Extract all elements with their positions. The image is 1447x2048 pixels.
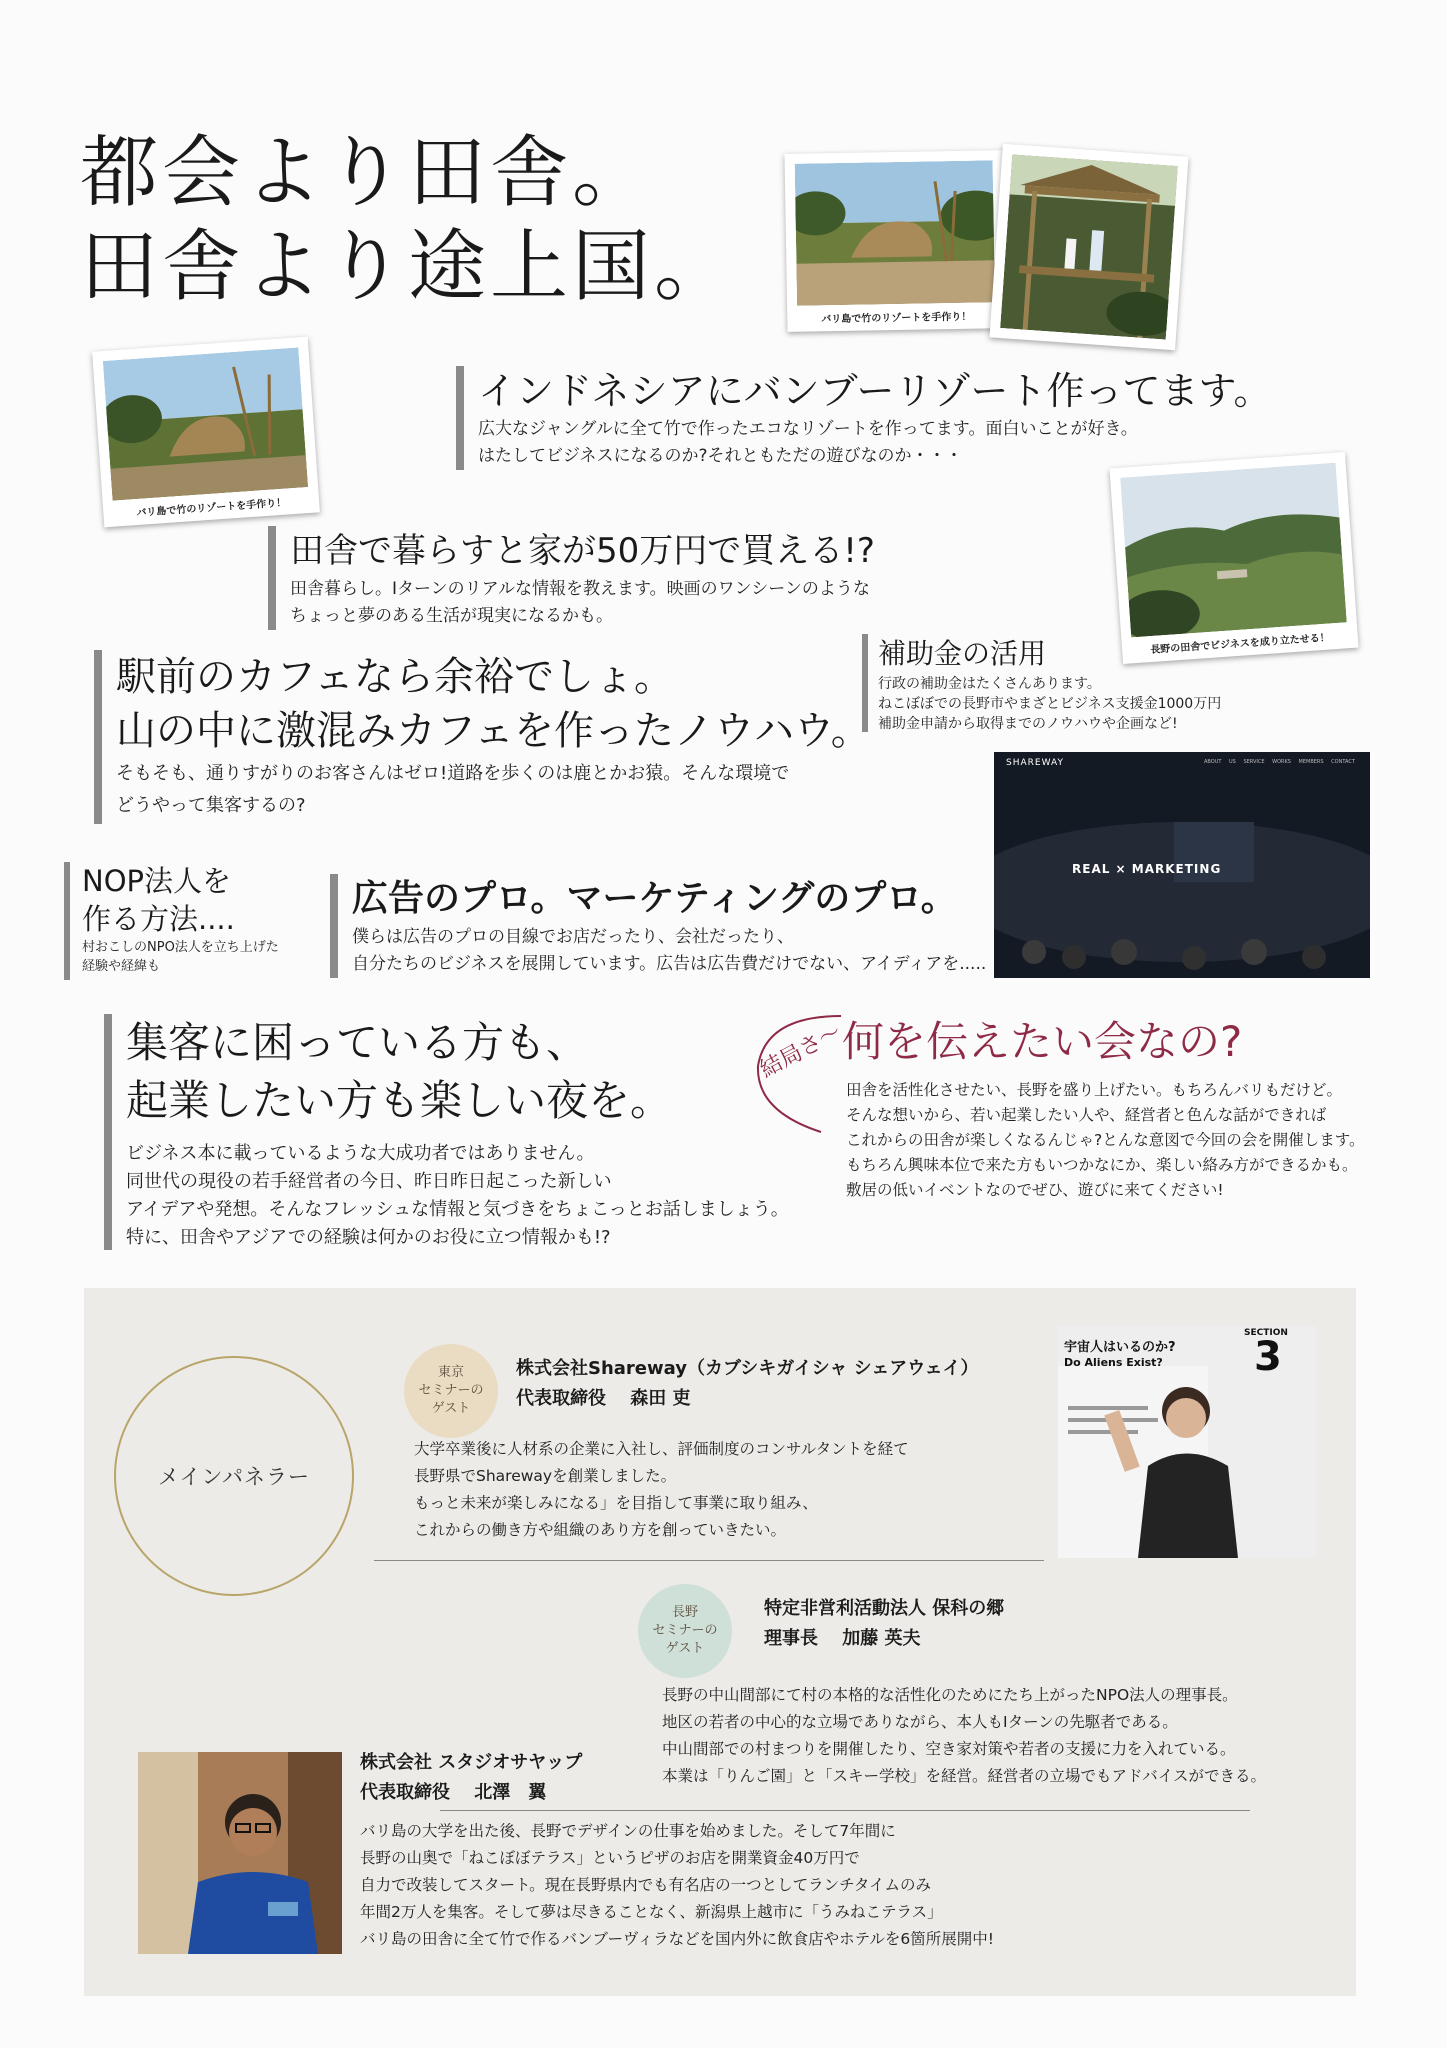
section-bamboo [456,366,1271,470]
tokyo-badge-line-3: ゲスト [431,1401,471,1416]
bio-line: 長野県でSharewayを創業しました。 [414,1467,677,1485]
bali-photo-top-caption: バリ島で竹のリゾートを手作り！ [821,311,972,326]
section-bar [94,650,102,824]
ad-body-1: 僕らは広告のプロの目線でお店だったり、会社だったり、 [352,927,794,947]
divider [440,1810,1250,1811]
section-bar [330,874,338,978]
guest-company: 特定非営利活動法人 保科の郷 [764,1598,1005,1619]
section-subsidy [862,634,1221,732]
bio-line: バリ島の田舎に全て竹で作るバンブーヴィラなどを国内外に飲食店やホテルを6箇所展開中! [360,1930,994,1948]
nagano-guest-badge [638,1584,732,1678]
bio-line: 地区の若者の中心的な立場でありながら、本人もIターンの先駆者である。 [662,1713,1178,1731]
ad-heading: 広告のプロ。マーケティングのプロ。 [352,878,957,919]
section-purpose [746,1006,1366,1236]
guest-sayap-bio [360,1818,994,1953]
guest-hoshina [764,1594,1004,1654]
bio-line: 長野の山奥で「ねこぼぼテラス」というピザのお店を開業資金40万円で [360,1849,860,1867]
sign-section-label: SECTION [1244,1328,1288,1338]
guest-company: 株式会社Shareway（カブシキガイシャ シェアウェイ） [516,1358,979,1379]
bali-photo-left-caption: バリ島で竹のリゾートを手作り！ [136,497,287,520]
bio-line: 大学卒業後に人材系の企業に入社し、評価制度のコンサルタントを経て [414,1440,909,1458]
nagano-badge-line-3: ゲスト [665,1641,705,1656]
night-body-3: アイデアや発想。そんなフレッシュな情報と気づきをちょこっとお話しましょう。 [126,1199,789,1220]
headline-line-1: 都会より田舎。 [80,128,655,218]
nagano-photo [1109,452,1358,664]
sign-section-number: 3 [1254,1334,1282,1380]
bio-line: もっと未来が楽しみになる」を目指して事業に取り組み、 [414,1494,818,1512]
section-house [268,526,875,630]
panelist-panel [84,1288,1356,1996]
guest-role: 理事長 加藤 英夫 [764,1628,921,1649]
purpose-body-2: そんな想いから、若い起業したい人や、経営者と色んな話ができれば [846,1106,1327,1124]
house-heading: 田舎で暮らすと家が50万円で買える!? [290,531,875,571]
purpose-body-1: 田舎を活性化させたい、長野を盛り上げたい。もちろんバリもだけど。 [846,1081,1343,1099]
divider [374,1560,1044,1561]
cafe-body-1: そもそも、通りすがりのお客さんはゼロ!道路を歩くのは鹿とかお猿。そんな環境で [116,763,790,784]
section-night [104,1014,789,1250]
tokyo-guest-badge [404,1344,498,1438]
main-panelist-title: メインパネラー [157,1465,311,1489]
nagano-badge-line-2: セミナーの [652,1623,718,1638]
section-cafe [94,650,871,824]
purpose-body-4: もちろん興味本位で来た方もいつかなにか、楽しい絡み方ができるかも。 [846,1156,1358,1174]
section-bar [104,1014,112,1250]
nagano-mountain-village-image [1120,463,1347,638]
npo-heading-2: 作る方法.... [82,902,235,936]
section-bar [456,366,464,470]
bio-line: 中山間部での村まつりを開催したり、空き家対策や若者の支援に力を入れている。 [662,1740,1236,1758]
headline-line-2: 田舎より途上国。 [80,222,737,312]
sign-subtitle: Do Aliens Exist? [1064,1356,1163,1369]
nagano-badge-line-1: 長野 [671,1605,698,1620]
section-bar [64,862,70,980]
shareway-banner: REAL × MARKETING [1072,862,1222,876]
nav-about: ABOUT US [1204,759,1236,765]
guest-role: 代表取締役 北澤 翼 [360,1782,547,1803]
npo-heading-1: NOP法人を [82,864,232,898]
night-body-2: 同世代の現役の若手経営者の今日、昨日昨日起こった新しい [126,1171,612,1192]
guest-hoshina-bio [662,1682,1266,1790]
bali-bamboo-hut-image [795,160,995,305]
bamboo-villa-image [1000,154,1178,339]
purpose-body-3: これからの田舎が楽しくなるんじゃ?とんな意図で今回の会を開催します。 [846,1131,1365,1149]
bio-line: これからの働き方や組織のあり方を創っていきたい。 [414,1521,787,1539]
subsidy-body-2: ねこぼぼでの長野市やまざとビジネス支援金1000万円 [878,696,1222,712]
npo-body-2: 経験や経緯も [82,959,161,974]
subsidy-body-1: 行政の補助金はたくさんあります。 [878,676,1101,692]
bamboo-villa-photo [989,144,1188,351]
tokyo-badge-line-2: セミナーの [418,1383,484,1398]
bali-bamboo-resort-image [103,347,308,500]
nav-service: SERVICE [1243,759,1265,765]
guest-shareway-bio [414,1436,909,1544]
nav-works: WORKS [1272,759,1291,765]
subsidy-heading: 補助金の活用 [878,637,1047,670]
bali-photo-left [92,337,320,528]
tokyo-badge-line-1: 東京 [437,1365,464,1380]
bamboo-heading: インドネシアにバンブーリゾート作ってます。 [478,369,1272,413]
section-ad [330,874,986,978]
bamboo-body-2: はたしてビジネスになるのか?それともただの遊びなのか・・・ [478,446,963,466]
purpose-body-5: 敷居の低いイベントなのでぜひ、遊びに来てください! [846,1181,1224,1199]
house-body-1: 田舎暮らし。Iターンのリアルな情報を教えます。映画のワンシーンのような [290,579,870,599]
main-panelist-circle [114,1356,354,1596]
sign-title: 宇宙人はいるのか? [1064,1340,1176,1355]
nav-contact: CONTACT [1331,759,1355,765]
shareway-nav [1204,759,1355,765]
guest-sayap [360,1748,582,1808]
bio-line: 自力で改装してスタート。現在長野県内でも有名店の一つとしてランチタイムのみ [360,1876,932,1894]
headline [80,126,736,314]
house-body-2: ちょっと夢のある生活が現実になるかも。 [290,606,613,626]
bali-photo-top [784,150,1005,332]
ad-body-2: 自分たちのビジネスを展開しています。広告は広告費だけでない、アイディアを..... [352,954,987,974]
guest-company: 株式会社 スタジオサヤップ [360,1752,583,1773]
subsidy-body-3: 補助金申請から取得までのノウハウや企画など! [878,716,1178,732]
nagano-photo-caption: 長野の田舎でビジネスを成り立たせる！ [1150,632,1331,657]
bio-line: バリ島の大学を出た後、長野でデザインの仕事を始めました。そして7年間に [360,1822,896,1840]
night-heading-1: 集客に困っている方も、 [126,1018,589,1067]
npo-body-1: 村おこしのNPO法人を立ち上げた [82,940,279,955]
section-npo [64,862,279,980]
bio-line: 本業は「りんご園」と「スキー学校」を経営。経営者の立場でもアドバイスができる。 [662,1767,1267,1785]
guest-role: 代表取締役 森田 吏 [516,1388,691,1409]
panelist-kitazawa-photo [138,1752,342,1954]
night-body-4: 特に、田舎やアジアでの経験は何かのお役に立つ情報かも!? [126,1227,611,1248]
nav-members: MEMBERS [1298,759,1324,765]
purpose-tag: 結局さ〜 [756,1019,846,1083]
cafe-heading-2: 山の中に激混みカフェを作ったノウハウ。 [116,708,871,754]
bio-line: 年間2万人を集客。そして夢は尽きることなく、新潟県上越市に「うみねこテラス」 [360,1903,943,1921]
section-bar [268,526,276,630]
bio-line: 長野の中山間部にて村の本格的な活性化のためにたち上がったNPO法人の理事長。 [662,1686,1238,1704]
purpose-body [846,1078,1365,1203]
shareway-logo: SHAREWAY [1006,758,1064,768]
shareway-website-image [994,752,1370,978]
bamboo-body-1: 広大なジャングルに全て竹で作ったエコなリゾートを作ってます。面白いことが好き。 [478,419,1138,439]
cafe-body-2: どうやって集客するの? [116,795,306,816]
panelist-morita-photo [1058,1326,1316,1558]
guest-shareway [516,1354,979,1414]
night-heading-2: 起業したい方も楽しい夜を。 [126,1076,673,1125]
night-body-1: ビジネス本に載っているような大成功者ではありません。 [126,1143,595,1164]
cafe-heading-1: 駅前のカフェなら余裕でしょ。 [116,654,674,700]
purpose-heading: 何を伝えたい会なの? [842,1017,1243,1066]
